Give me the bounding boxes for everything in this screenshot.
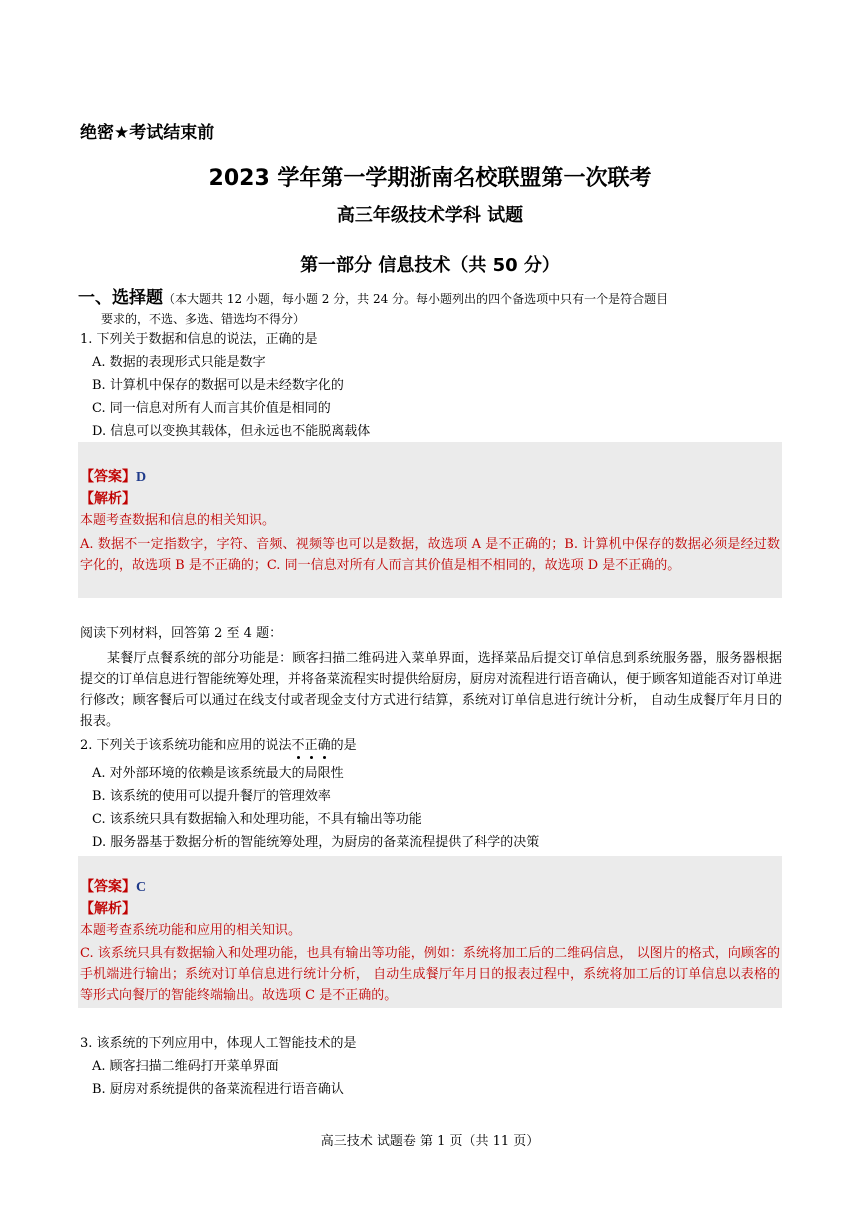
question-3-option-b: B. 厨房对系统提供的备菜流程进行语音确认	[92, 1082, 344, 1097]
question-3-option-a: A. 顾客扫描二维码打开菜单界面	[92, 1059, 279, 1074]
question-2-emphasis: 不正确	[291, 738, 331, 753]
question-2-analysis-label: 【解析】	[80, 901, 136, 917]
question-2-stem: 2. 下列关于该系统功能和应用的说法不正确的是	[80, 738, 357, 753]
question-2-analysis-body: C. 该系统只具有数据输入和处理功能，也具有输出等功能，例如：系统将加工后的二维码信息， 以图片的格式，向顾客的手机端进行输出；系统对订单信息进行统计分析， 自动生成餐厅年月日的报表过程中，系统将加工后的订单信息以表格的等形式向餐厅的智能终端输出。故选项 C 是不正确的。	[80, 946, 780, 1003]
question-2-answer-box	[78, 856, 782, 1008]
question-2-option-a: A. 对外部环境的依赖是该系统最大的局限性	[92, 766, 344, 781]
question-2-option-d: D. 服务器基于数据分析的智能统筹处理，为厨房的备菜流程提供了科学的决策	[92, 835, 540, 850]
material-text: 某餐厅点餐系统的部分功能是：顾客扫描二维码进入菜单界面，选择菜品后提交订单信息到系统服务器，服务器根据提交的订单信息进行智能统筹处理，并将备菜流程实时提供给厨房，厨房对流程进行语音确认，便于顾客知道能否对订单进行修改；顾客餐后可以通过在线支付或者现金支付方式进行结算，系统对订单信息进行统计分析， 自动生成餐厅年月日的报表。	[80, 651, 783, 729]
question-1-answer-value: D	[136, 470, 147, 485]
question-1-answer: 【答案】D	[80, 469, 147, 485]
part-title: 第一部分 信息技术（共 50 分）	[300, 255, 560, 276]
question-1-analysis-intro: 本题考查数据和信息的相关知识。	[80, 513, 276, 528]
question-2-answer-value: C	[136, 880, 147, 895]
question-1-option-b: B. 计算机中保存的数据可以是未经数字化的	[92, 378, 344, 393]
section-instructions-1: （本大题共 12 小题，每小题 2 分，共 24 分。每小题列出的四个备选项中只有一个是符合题目	[163, 292, 669, 306]
page-footer: 高三技术 试题卷 第 1 页（共 11 页）	[320, 1134, 540, 1149]
exam-subtitle: 高三年级技术学科 试题	[336, 205, 524, 226]
question-2-option-c: C. 该系统只具有数据输入和处理功能，不具有输出等功能	[92, 812, 422, 827]
question-1-stem: 1. 下列关于数据和信息的说法，正确的是	[80, 332, 318, 347]
question-3-stem: 3. 该系统的下列应用中，体现人工智能技术的是	[80, 1036, 357, 1051]
question-2-answer: 【答案】C	[80, 879, 147, 895]
question-1-option-c: C. 同一信息对所有人而言其价值是相同的	[92, 401, 331, 416]
question-2-analysis-intro: 本题考查系统功能和应用的相关知识。	[80, 923, 302, 938]
section-heading: 一、选择题	[78, 288, 163, 308]
material-intro: 阅读下列材料，回答第 2 至 4 题：	[80, 626, 283, 641]
section-header	[78, 288, 790, 329]
question-1-option-d: D. 信息可以变换其载体，但永远也不能脱离载体	[92, 424, 371, 439]
confidential-label: 绝密★考试结束前	[80, 123, 215, 143]
exam-title: 2023 学年第一学期浙南名校联盟第一次联考	[208, 166, 652, 191]
question-2-option-b: B. 该系统的使用可以提升餐厅的管理效率	[92, 789, 331, 804]
section-instructions-2: 要求的，不选、多选、错选均不得分）	[101, 312, 306, 326]
question-1-analysis-body: A. 数据不一定指数字，字符、音频、视频等也可以是数据，故选项 A 是不正确的；B. 计算机中保存的数据必须是经过数字化的，故选项 B 是不正确的；C. 同一信息对所有人而言其价值是相不相同的，故选项 D 是不正确的。	[80, 537, 780, 573]
question-1-option-a: A. 数据的表现形式只能是数字	[92, 355, 266, 370]
question-1-analysis-label: 【解析】	[80, 491, 136, 507]
question-1-answer-box	[78, 442, 782, 598]
